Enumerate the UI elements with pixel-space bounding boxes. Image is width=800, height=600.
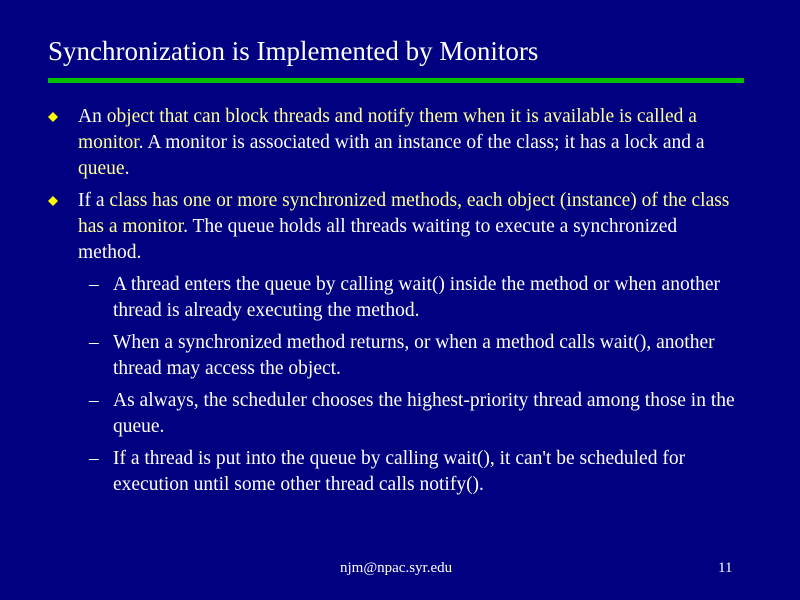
- bullet-2-highlight-class-monitor: class has one or more synchronized methods, each object (instance) of the class has a monitor: [78, 190, 730, 237]
- slide-body: [0, 104, 800, 504]
- bullet-1-highlight-monitor: object that can block threads and notify them when it is available is called a monitor: [78, 106, 697, 153]
- sub-bullet-item-1: [89, 272, 743, 324]
- yellow-diamond-bullet-icon: [48, 112, 58, 122]
- bullet-1-text-a: An: [78, 106, 107, 127]
- dash-bullet-icon: –: [89, 274, 99, 295]
- bullet-1-text-b: . A monitor is associated with an instance of the class; it has a lock and a: [138, 132, 705, 153]
- yellow-diamond-bullet-icon: [48, 196, 58, 206]
- bullet-1-text-c: .: [124, 158, 130, 179]
- bullet-item-2: [78, 188, 743, 266]
- sub-bullet-text: A thread enters the queue by calling wait() inside the method or when another thread is already executing the method.: [113, 274, 721, 321]
- sub-bullet-item-3: [89, 388, 743, 440]
- page-number: 11: [718, 560, 733, 576]
- sub-bullet-text: When a synchronized method returns, or when a method calls wait(), another thread may access the object.: [113, 332, 715, 379]
- title-underline-rule: [48, 78, 744, 83]
- slide-title: Synchronization is Implemented by Monitors: [48, 36, 539, 66]
- bullet-item-1: [78, 104, 743, 182]
- sub-bullet-text: As always, the scheduler chooses the highest-priority thread among those in the queue.: [113, 390, 735, 437]
- footer-email: njm@npac.syr.edu: [340, 560, 453, 576]
- dash-bullet-icon: –: [89, 448, 99, 469]
- bullet-2-text-a: If a: [78, 190, 110, 211]
- sub-bullet-text: If a thread is put into the queue by calling wait(), it can't be scheduled for execution until some other thread calls notify().: [113, 448, 686, 495]
- sub-bullet-item-2: [89, 330, 743, 382]
- dash-bullet-icon: –: [89, 390, 99, 411]
- dash-bullet-icon: –: [89, 332, 99, 353]
- bullet-2-text-b: . The queue holds all threads waiting to execute a synchronized method.: [78, 216, 678, 263]
- sub-bullet-item-4: [89, 446, 743, 498]
- bullet-1-highlight-queue: queue: [78, 158, 125, 179]
